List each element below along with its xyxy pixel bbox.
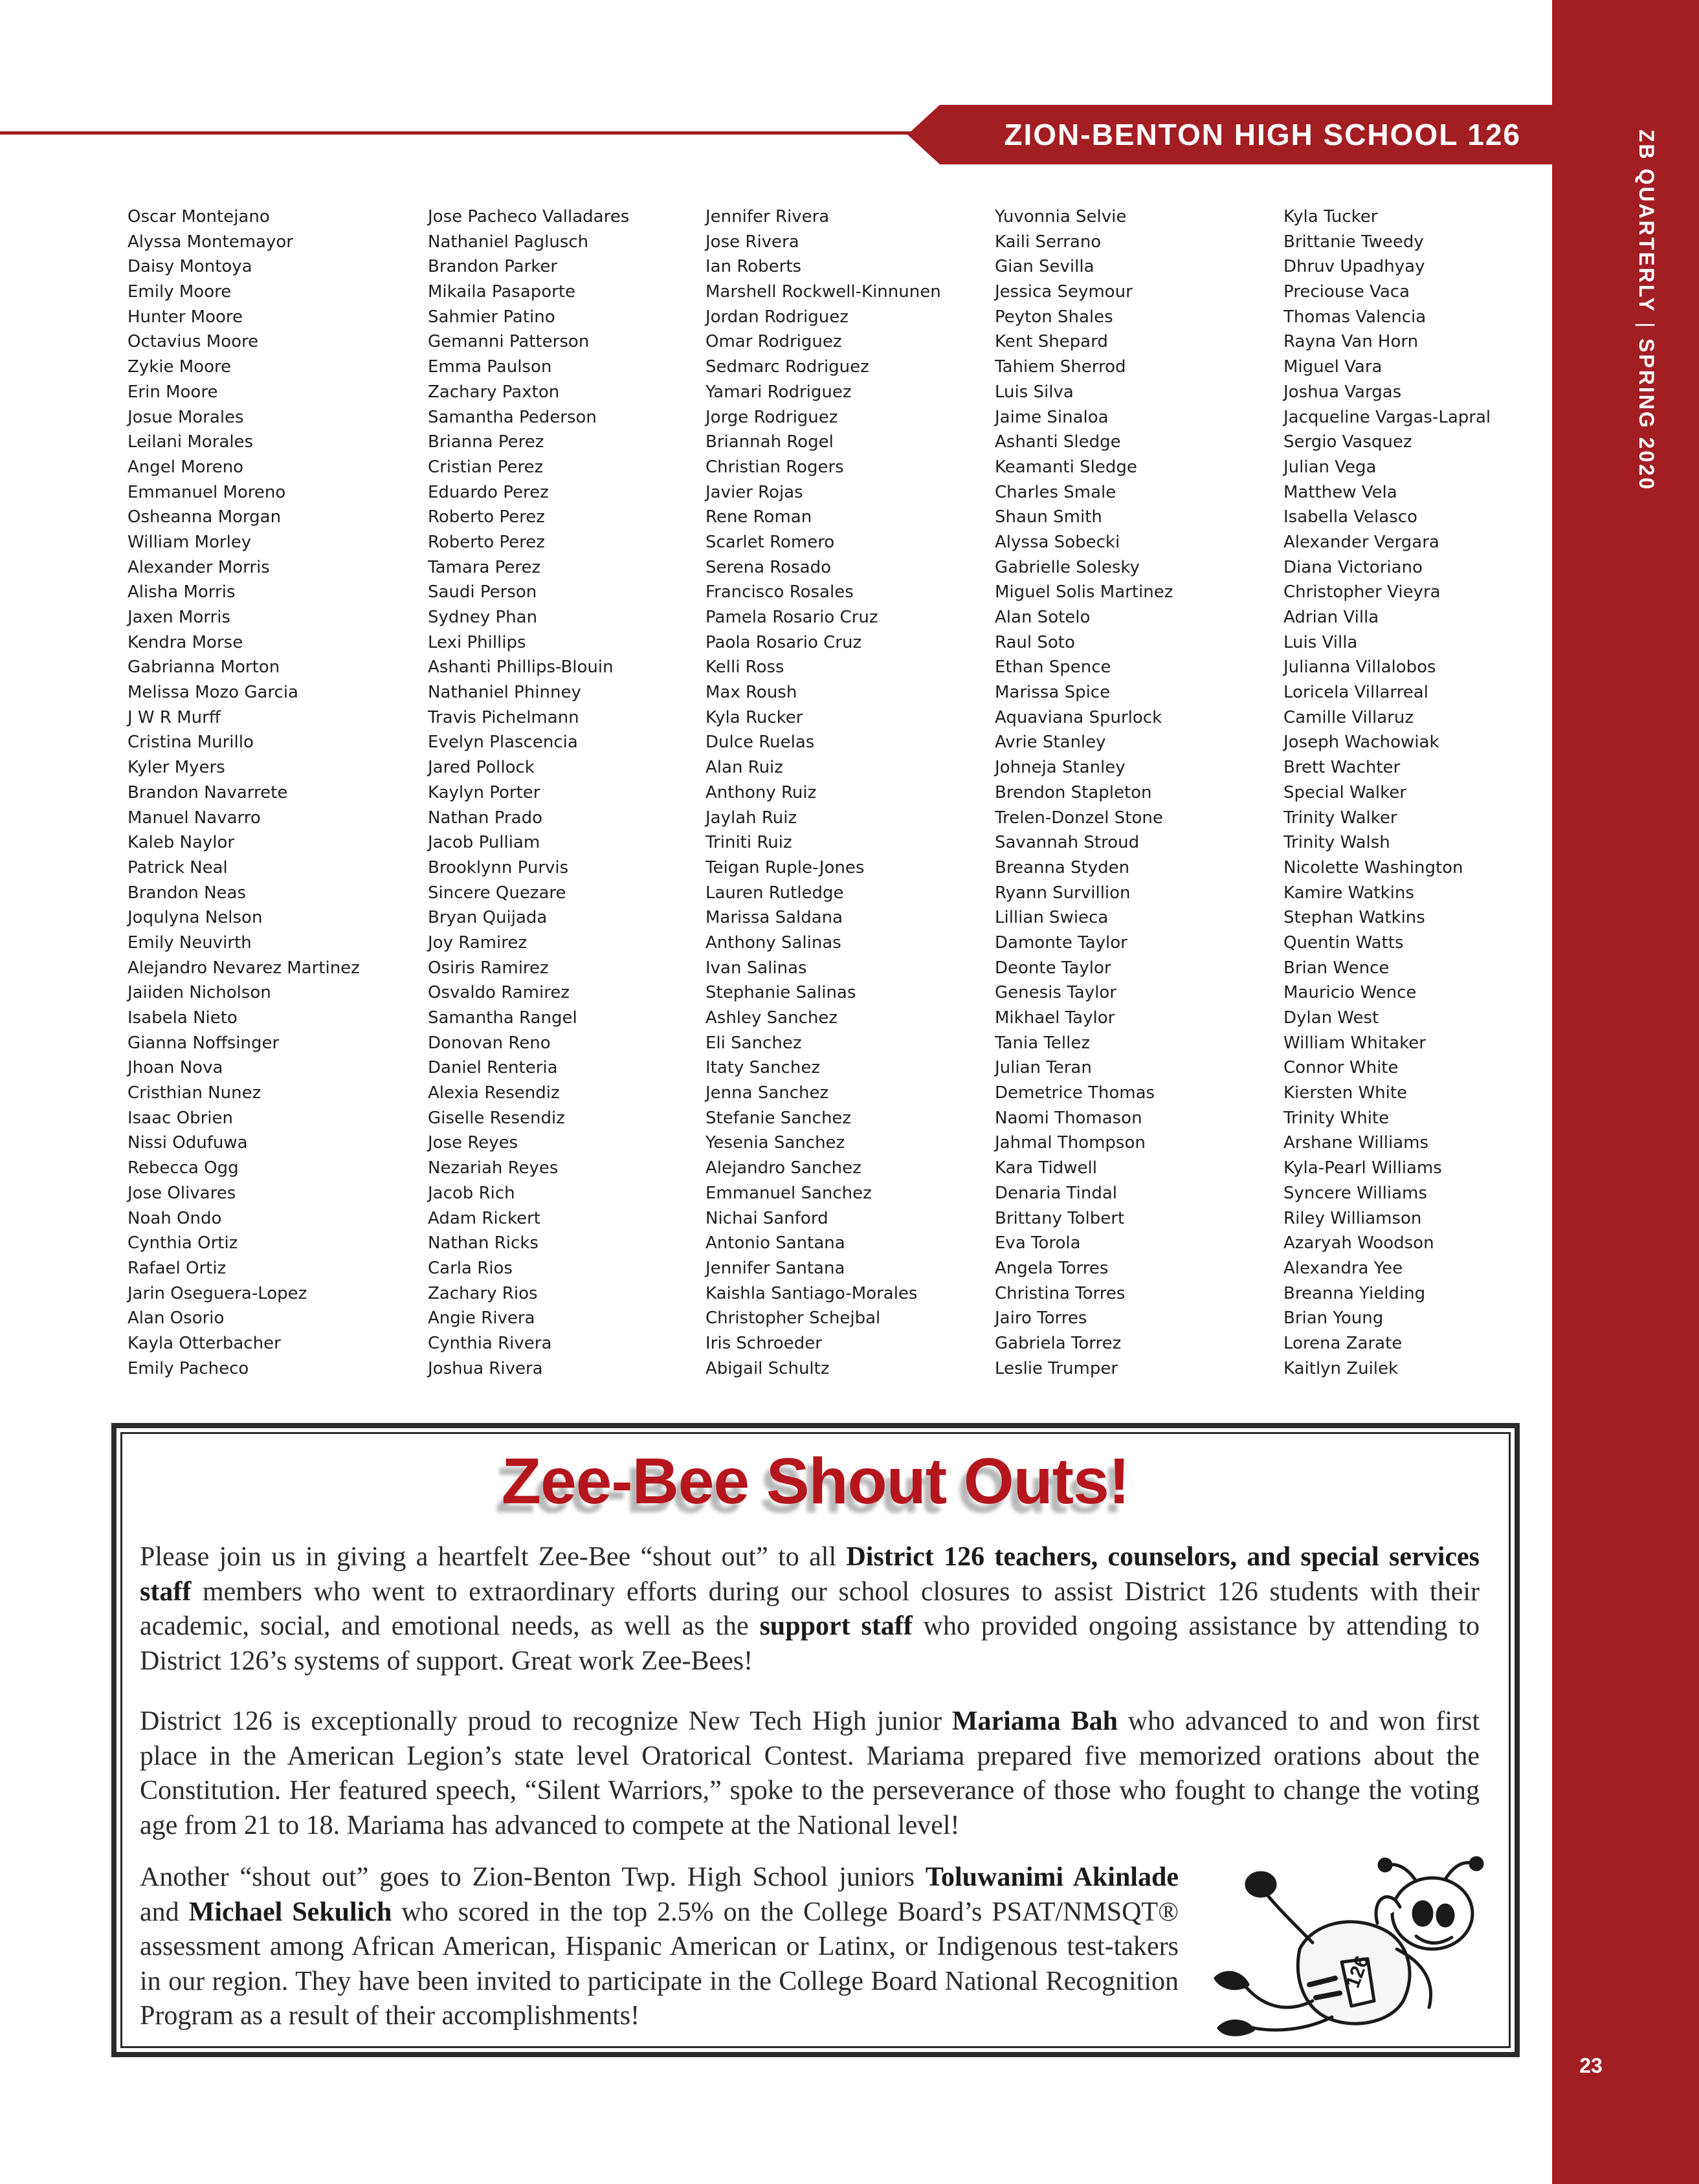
- name-entry: Francisco Rosales: [705, 582, 854, 602]
- name-entry: Savannah Stroud: [995, 833, 1140, 853]
- name-entry: Trinity White: [1283, 1108, 1390, 1128]
- name-entry: Alyssa Montemayor: [128, 232, 293, 252]
- name-entry: Jose Olivares: [128, 1183, 236, 1203]
- name-entry: Ryann Survillion: [995, 883, 1131, 903]
- name-entry: Kaitlyn Zuilek: [1283, 1358, 1399, 1378]
- name-entry: Abigail Schultz: [705, 1358, 830, 1378]
- name-entry: Quentin Watts: [1283, 932, 1404, 953]
- bold-text: Mariama Bah: [951, 1706, 1118, 1736]
- name-entry: Max Roush: [705, 683, 797, 703]
- name-entry: Jose Rivera: [705, 232, 799, 252]
- name-entry: Mikaila Pasaporte: [428, 282, 576, 302]
- mascot-jersey-number: 126: [1342, 1953, 1373, 1991]
- name-entry: Alejandro Nevarez Martinez: [128, 958, 360, 978]
- name-entry: Mikhael Taylor: [995, 1008, 1115, 1028]
- name-entry: Nathan Prado: [428, 808, 542, 828]
- name-entry: Sahmier Patino: [428, 307, 555, 327]
- name-entry: Eduardo Perez: [428, 482, 549, 502]
- publication-name: ZB QUARTERLY: [1635, 129, 1658, 313]
- name-entry: Zachary Paxton: [428, 382, 560, 402]
- issue-name: SPRING 2020: [1635, 338, 1658, 491]
- name-entry: Brandon Navarrete: [128, 782, 288, 802]
- name-entry: Nichai Sanford: [705, 1208, 828, 1228]
- name-entry: Javier Rojas: [705, 482, 803, 502]
- name-entry: Osheanna Morgan: [128, 507, 282, 527]
- name-entry: Cynthia Ortiz: [128, 1233, 238, 1253]
- name-entry: Emma Paulson: [428, 357, 552, 377]
- name-entry: Denaria Tindal: [995, 1183, 1117, 1203]
- name-entry: Sydney Phan: [428, 608, 538, 627]
- name-entry: Charles Smale: [995, 482, 1116, 502]
- name-entry: Loricela Villarreal: [1283, 683, 1428, 703]
- name-entry: Marissa Saldana: [705, 908, 843, 928]
- name-entry: Mauricio Wence: [1283, 983, 1417, 1003]
- name-entry: Nissi Odufuwa: [128, 1133, 248, 1153]
- name-entry: Alan Sotelo: [995, 608, 1091, 627]
- name-entry: Emily Moore: [128, 282, 232, 302]
- name-entry: Special Walker: [1283, 782, 1406, 802]
- name-entry: Jordan Rodriguez: [705, 307, 849, 327]
- name-entry: Jacob Pulliam: [428, 833, 540, 853]
- name-entry: Angel Moreno: [128, 457, 244, 477]
- name-entry: Alyssa Sobecki: [995, 532, 1120, 552]
- name-entry: Gian Sevilla: [995, 257, 1094, 277]
- name-entry: Tania Tellez: [995, 1033, 1090, 1053]
- name-entry: Johneja Stanley: [995, 758, 1126, 778]
- name-entry: Adrian Villa: [1283, 608, 1379, 627]
- name-entry: Matthew Vela: [1283, 482, 1397, 502]
- name-entry: Roberto Perez: [428, 532, 545, 552]
- name-entry: Emmanuel Sanchez: [705, 1183, 872, 1203]
- name-entry: Shaun Smith: [995, 507, 1102, 527]
- name-entry: Brett Wachter: [1283, 758, 1401, 778]
- name-entry: Jose Pacheco Valladares: [428, 207, 630, 226]
- name-entry: Carla Rios: [428, 1258, 513, 1278]
- shout-paragraph-staff: [140, 1540, 1480, 1679]
- name-entry: Isabella Velasco: [1283, 507, 1417, 527]
- name-entry: Kayla Otterbacher: [128, 1333, 281, 1353]
- name-entry: Emmanuel Moreno: [128, 482, 286, 502]
- name-entry: Gemanni Patterson: [428, 332, 590, 352]
- text: members who went to extraordinary efforts during our school closures to assist District 126 students with their academic, social, and emotional needs, as well as the: [140, 1576, 1480, 1641]
- name-entry: Daisy Montoya: [128, 257, 252, 277]
- name-entry: Alexander Vergara: [1283, 532, 1439, 552]
- name-entry: Roberto Perez: [428, 507, 545, 527]
- name-entry: Alisha Morris: [128, 582, 236, 602]
- shout-paragraph-mariama: [140, 1704, 1480, 1843]
- name-entry: Emily Neuvirth: [128, 932, 252, 953]
- name-entry: Marshell Rockwell-Kinnunen: [705, 282, 941, 302]
- name-entry: Ian Roberts: [705, 257, 802, 277]
- name-entry: Brian Wence: [1283, 958, 1390, 978]
- name-entry: Cynthia Rivera: [428, 1333, 552, 1353]
- name-entry: Osvaldo Ramirez: [428, 983, 570, 1003]
- name-entry: Rene Roman: [705, 507, 812, 527]
- text: District 126 is exceptionally proud to recognize New Tech High junior: [140, 1706, 952, 1736]
- name-entry: Travis Pichelmann: [428, 707, 579, 727]
- name-entry: Julian Vega: [1283, 457, 1377, 477]
- separator: |: [1635, 322, 1658, 330]
- name-entry: Julian Teran: [995, 1058, 1092, 1078]
- name-entry: Jennifer Rivera: [705, 207, 830, 226]
- name-entry: Jenna Sanchez: [705, 1083, 829, 1103]
- name-entry: Tahiem Sherrod: [995, 357, 1126, 377]
- name-entry: Marissa Spice: [995, 683, 1111, 703]
- name-entry: Rayna Van Horn: [1283, 332, 1419, 352]
- header-rule: [0, 131, 919, 135]
- name-entry: Kent Shepard: [995, 332, 1108, 352]
- names-column-1: [128, 204, 360, 1381]
- name-entry: Kiersten White: [1283, 1083, 1408, 1103]
- name-entry: Omar Rodriguez: [705, 332, 842, 352]
- name-entry: Pamela Rosario Cruz: [705, 608, 878, 627]
- name-entry: Stephan Watkins: [1283, 908, 1425, 928]
- name-entry: Anthony Ruiz: [705, 782, 817, 802]
- names-column-2: [428, 204, 629, 1381]
- text: Another “shout out” goes to Zion-Benton Twp. High School juniors: [140, 1862, 926, 1892]
- name-entry: Brandon Parker: [428, 257, 558, 277]
- page-number: 23: [1579, 2054, 1603, 2077]
- name-entry: Naomi Thomason: [995, 1108, 1142, 1128]
- name-entry: Christina Torres: [995, 1283, 1126, 1303]
- name-entry: Joshua Rivera: [428, 1358, 543, 1378]
- name-entry: Christopher Vieyra: [1283, 582, 1441, 602]
- name-entry: Triniti Ruiz: [705, 833, 792, 853]
- name-entry: Melissa Mozo Garcia: [128, 683, 298, 703]
- name-entry: Brendon Stapleton: [995, 782, 1152, 802]
- name-entry: Jose Reyes: [428, 1133, 518, 1153]
- name-entry: Jhoan Nova: [128, 1058, 223, 1078]
- name-entry: Brian Young: [1283, 1308, 1384, 1329]
- name-entry: Anthony Salinas: [705, 932, 841, 953]
- name-entry: Joshua Vargas: [1283, 382, 1402, 402]
- name-entry: Brittanie Tweedy: [1283, 232, 1424, 252]
- name-entry: Alan Ruiz: [705, 758, 783, 778]
- name-entry: William Morley: [128, 532, 252, 552]
- name-entry: Cristhian Nunez: [128, 1083, 261, 1103]
- name-entry: Cristina Murillo: [128, 733, 254, 753]
- name-entry: Samantha Rangel: [428, 1008, 577, 1028]
- name-entry: Oscar Montejano: [128, 207, 270, 226]
- name-entry: Gianna Noffsinger: [128, 1033, 280, 1053]
- name-entry: Raul Soto: [995, 632, 1075, 652]
- name-entry: Trelen-Donzel Stone: [995, 808, 1163, 828]
- name-entry: Alexia Resendiz: [428, 1083, 560, 1103]
- name-entry: Ivan Salinas: [705, 958, 807, 978]
- name-entry: Sedmarc Rodriguez: [705, 357, 869, 377]
- name-entry: Gabrielle Solesky: [995, 557, 1140, 577]
- name-entry: Stefanie Sanchez: [705, 1108, 852, 1128]
- name-entry: Kendra Morse: [128, 632, 243, 652]
- name-entry: Dulce Ruelas: [705, 733, 815, 753]
- name-entry: Christopher Schejbal: [705, 1308, 881, 1329]
- name-entry: Erin Moore: [128, 382, 218, 402]
- name-entry: Kara Tidwell: [995, 1158, 1097, 1178]
- name-entry: Joy Ramirez: [428, 932, 527, 953]
- name-entry: Kaishla Santiago-Morales: [705, 1283, 918, 1303]
- text: who provided ongoing assistance by attending to District 126’s systems of support. Great work Zee-Bees!: [140, 1611, 1480, 1676]
- name-entry: Luis Silva: [995, 382, 1074, 402]
- names-column-3: [705, 204, 941, 1381]
- name-entry: Keamanti Sledge: [995, 457, 1137, 477]
- name-entry: Jorge Rodriguez: [705, 407, 838, 427]
- name-entry: Joseph Wachowiak: [1283, 733, 1439, 753]
- name-entry: William Whitaker: [1283, 1033, 1426, 1053]
- name-entry: Preciouse Vaca: [1283, 282, 1410, 302]
- name-entry: Noah Ondo: [128, 1208, 222, 1228]
- name-entry: Kamire Watkins: [1283, 883, 1414, 903]
- name-entry: Eli Sanchez: [705, 1033, 802, 1053]
- name-entry: Briannah Rogel: [705, 432, 834, 452]
- name-entry: Breanna Yielding: [1283, 1283, 1426, 1303]
- name-entry: Manuel Navarro: [128, 808, 261, 828]
- name-entry: Zykie Moore: [128, 357, 232, 377]
- name-entry: Nicolette Washington: [1283, 857, 1463, 877]
- name-entry: Jarin Oseguera-Lopez: [128, 1283, 307, 1303]
- name-entry: J W R Murff: [128, 707, 221, 727]
- name-entry: Stephanie Salinas: [705, 983, 856, 1003]
- zee-bee-mascot-icon: [1203, 1852, 1500, 2040]
- name-entry: Yesenia Sanchez: [705, 1133, 845, 1153]
- name-entry: Patrick Neal: [128, 857, 228, 877]
- text: who advanced to and won first place in the American Legion’s state level Oratorical Contest. Mariama prepared five memorized orations about the Constitution. Her featured speech, “Silent Warriors,” spoke to the perseverance of those who fought to change the voting age from 21 to 18. Mariama has advanced to compete at the National level!: [140, 1706, 1480, 1840]
- name-entry: Jacqueline Vargas-Lapral: [1283, 407, 1491, 427]
- names-column-5: [1283, 204, 1491, 1381]
- names-column-4: [995, 204, 1173, 1381]
- name-entry: Yamari Rodriguez: [705, 382, 852, 402]
- name-entry: Demetrice Thomas: [995, 1083, 1155, 1103]
- name-entry: Giselle Resendiz: [428, 1108, 565, 1128]
- name-entry: Miguel Solis Martinez: [995, 582, 1173, 602]
- name-entry: Kaili Serrano: [995, 232, 1102, 252]
- name-entry: Lauren Rutledge: [705, 883, 844, 903]
- name-entry: Scarlet Romero: [705, 532, 835, 552]
- name-entry: Emily Pacheco: [128, 1358, 249, 1378]
- name-entry: Ashanti Phillips-Blouin: [428, 657, 614, 678]
- name-entry: Jessica Seymour: [995, 282, 1133, 302]
- name-entry: Avrie Stanley: [995, 733, 1106, 753]
- name-entry: Nathan Ricks: [428, 1233, 539, 1253]
- name-entry: Deonte Taylor: [995, 958, 1111, 978]
- name-entry: Tamara Perez: [428, 557, 541, 577]
- name-entry: Hunter Moore: [128, 307, 243, 327]
- name-entry: Peyton Shales: [995, 307, 1113, 327]
- name-entry: Ashley Sanchez: [705, 1008, 838, 1028]
- name-entry: Adam Rickert: [428, 1208, 540, 1228]
- name-entry: Jaime Sinaloa: [995, 407, 1109, 427]
- name-entry: Rebecca Ogg: [128, 1158, 239, 1178]
- name-entry: Jaxen Morris: [128, 608, 230, 627]
- name-entry: Leslie Trumper: [995, 1358, 1118, 1378]
- name-entry: Brooklynn Purvis: [428, 857, 569, 877]
- name-entry: Antonio Santana: [705, 1233, 845, 1253]
- name-entry: Nezariah Reyes: [428, 1158, 559, 1178]
- name-entry: Brandon Neas: [128, 883, 247, 903]
- bold-text: Toluwanimi Akinlade: [925, 1862, 1179, 1892]
- name-entry: Octavius Moore: [128, 332, 259, 352]
- name-entry: Damonte Taylor: [995, 932, 1127, 953]
- bold-text: support staff: [759, 1611, 913, 1641]
- name-entry: Gabrianna Morton: [128, 657, 280, 678]
- name-entry: Osiris Ramirez: [428, 958, 549, 978]
- name-entry: Trinity Walker: [1283, 808, 1397, 828]
- bold-text: District 126 teachers, counselors, and special services staff: [140, 1542, 1480, 1607]
- name-entry: Serena Rosado: [705, 557, 831, 577]
- name-entry: Jacob Rich: [428, 1183, 515, 1203]
- name-entry: Angela Torres: [995, 1258, 1109, 1278]
- name-entry: Syncere Williams: [1283, 1183, 1427, 1203]
- name-entry: Alan Osorio: [128, 1308, 225, 1329]
- name-entry: Samantha Pederson: [428, 407, 597, 427]
- name-entry: Brittany Tolbert: [995, 1208, 1125, 1228]
- name-entry: Sincere Quezare: [428, 883, 566, 903]
- name-entry: Kyla Rucker: [705, 707, 803, 727]
- name-entry: Ethan Spence: [995, 657, 1111, 678]
- name-entry: Aquaviana Spurlock: [995, 707, 1162, 727]
- school-title: ZION-BENTON HIGH SCHOOL 126: [1004, 118, 1521, 151]
- name-entry: Iris Schroeder: [705, 1333, 822, 1353]
- name-entry: Kaylyn Porter: [428, 782, 540, 802]
- name-entry: Kyla Tucker: [1283, 207, 1378, 226]
- name-entry: Trinity Walsh: [1283, 833, 1390, 853]
- name-entry: Riley Williamson: [1283, 1208, 1422, 1228]
- name-entry: Nathaniel Paglusch: [428, 232, 589, 252]
- name-entry: Miguel Vara: [1283, 357, 1383, 377]
- name-entry: Connor White: [1283, 1058, 1399, 1078]
- name-entry: Saudi Person: [428, 582, 537, 602]
- name-entry: Nathaniel Phinney: [428, 683, 581, 703]
- name-entry: Ashanti Sledge: [995, 432, 1121, 452]
- name-entry: Christian Rogers: [705, 457, 844, 477]
- name-entry: Julianna Villalobos: [1283, 657, 1436, 678]
- name-entry: Josue Morales: [128, 407, 244, 427]
- name-entry: Isaac Obrien: [128, 1108, 233, 1128]
- name-entry: Breanna Styden: [995, 857, 1130, 877]
- name-entry: Daniel Renteria: [428, 1058, 558, 1078]
- name-entry: Lillian Swieca: [995, 908, 1109, 928]
- shout-outs-title: Zee-Bee Shout Outs!: [502, 1445, 1129, 1517]
- name-entry: Jairo Torres: [995, 1308, 1087, 1329]
- name-entry: Kyler Myers: [128, 758, 225, 778]
- name-entry: Dylan West: [1283, 1008, 1379, 1028]
- name-entry: Evelyn Plascencia: [428, 733, 578, 753]
- publication-issue-label: [1594, 129, 1658, 505]
- name-entry: Isabela Nieto: [128, 1008, 238, 1028]
- name-entry: Joqulyna Nelson: [128, 908, 263, 928]
- name-entry: Eva Torola: [995, 1233, 1081, 1253]
- text: who scored in the top 2.5% on the College Board’s PSAT/NMSQT® assessment among African American, Hispanic American or Latinx, or Indigenous test-takers in our region. They have been invited to participate in the College Board National Recognition Program as a result of their accomplishments!: [140, 1897, 1179, 2031]
- name-entry: Jared Pollock: [428, 758, 535, 778]
- name-entry: Bryan Quijada: [428, 908, 548, 928]
- name-entry: Itaty Sanchez: [705, 1058, 820, 1078]
- name-entry: Thomas Valencia: [1283, 307, 1427, 327]
- name-entry: Alexandra Yee: [1283, 1258, 1403, 1278]
- name-entry: Diana Victoriano: [1283, 557, 1423, 577]
- name-entry: Camille Villaruz: [1283, 707, 1414, 727]
- name-entry: Jahmal Thompson: [995, 1133, 1146, 1153]
- name-entry: Kelli Ross: [705, 657, 784, 678]
- name-entry: Yuvonnia Selvie: [995, 207, 1127, 226]
- text: Please join us in giving a heartfelt Zee-Bee “shout out” to all: [140, 1542, 847, 1572]
- name-entry: Jaylah Ruiz: [705, 808, 797, 828]
- bold-text: Michael Sekulich: [188, 1897, 392, 1927]
- name-entry: Lexi Phillips: [428, 632, 526, 652]
- name-entry: Alexander Morris: [128, 557, 270, 577]
- name-entry: Luis Villa: [1283, 632, 1358, 652]
- name-entry: Arshane Williams: [1283, 1133, 1429, 1153]
- name-entry: Cristian Perez: [428, 457, 544, 477]
- name-entry: Sergio Vasquez: [1283, 432, 1412, 452]
- name-entry: Donovan Reno: [428, 1033, 551, 1053]
- name-entry: Angie Rivera: [428, 1308, 535, 1329]
- name-entry: Dhruv Upadhyay: [1283, 257, 1425, 277]
- name-entry: Alejandro Sanchez: [705, 1158, 861, 1178]
- name-entry: Jaiiden Nicholson: [128, 983, 271, 1003]
- name-entry: Lorena Zarate: [1283, 1333, 1403, 1353]
- name-entry: Jennifer Santana: [705, 1258, 845, 1278]
- name-entry: Genesis Taylor: [995, 983, 1116, 1003]
- shout-paragraph-psat: [140, 1860, 1179, 2034]
- name-entry: Azaryah Woodson: [1283, 1233, 1434, 1253]
- name-entry: Paola Rosario Cruz: [705, 632, 862, 652]
- name-entry: Brianna Perez: [428, 432, 544, 452]
- name-entry: Kyla-Pearl Williams: [1283, 1158, 1442, 1178]
- name-entry: Rafael Ortiz: [128, 1258, 227, 1278]
- text: and: [140, 1897, 189, 1927]
- name-entry: Leilani Morales: [128, 432, 254, 452]
- name-entry: Kaleb Naylor: [128, 833, 235, 853]
- name-entry: Gabriela Torrez: [995, 1333, 1122, 1353]
- name-entry: Zachary Rios: [428, 1283, 538, 1303]
- name-entry: Teigan Ruple-Jones: [705, 857, 865, 877]
